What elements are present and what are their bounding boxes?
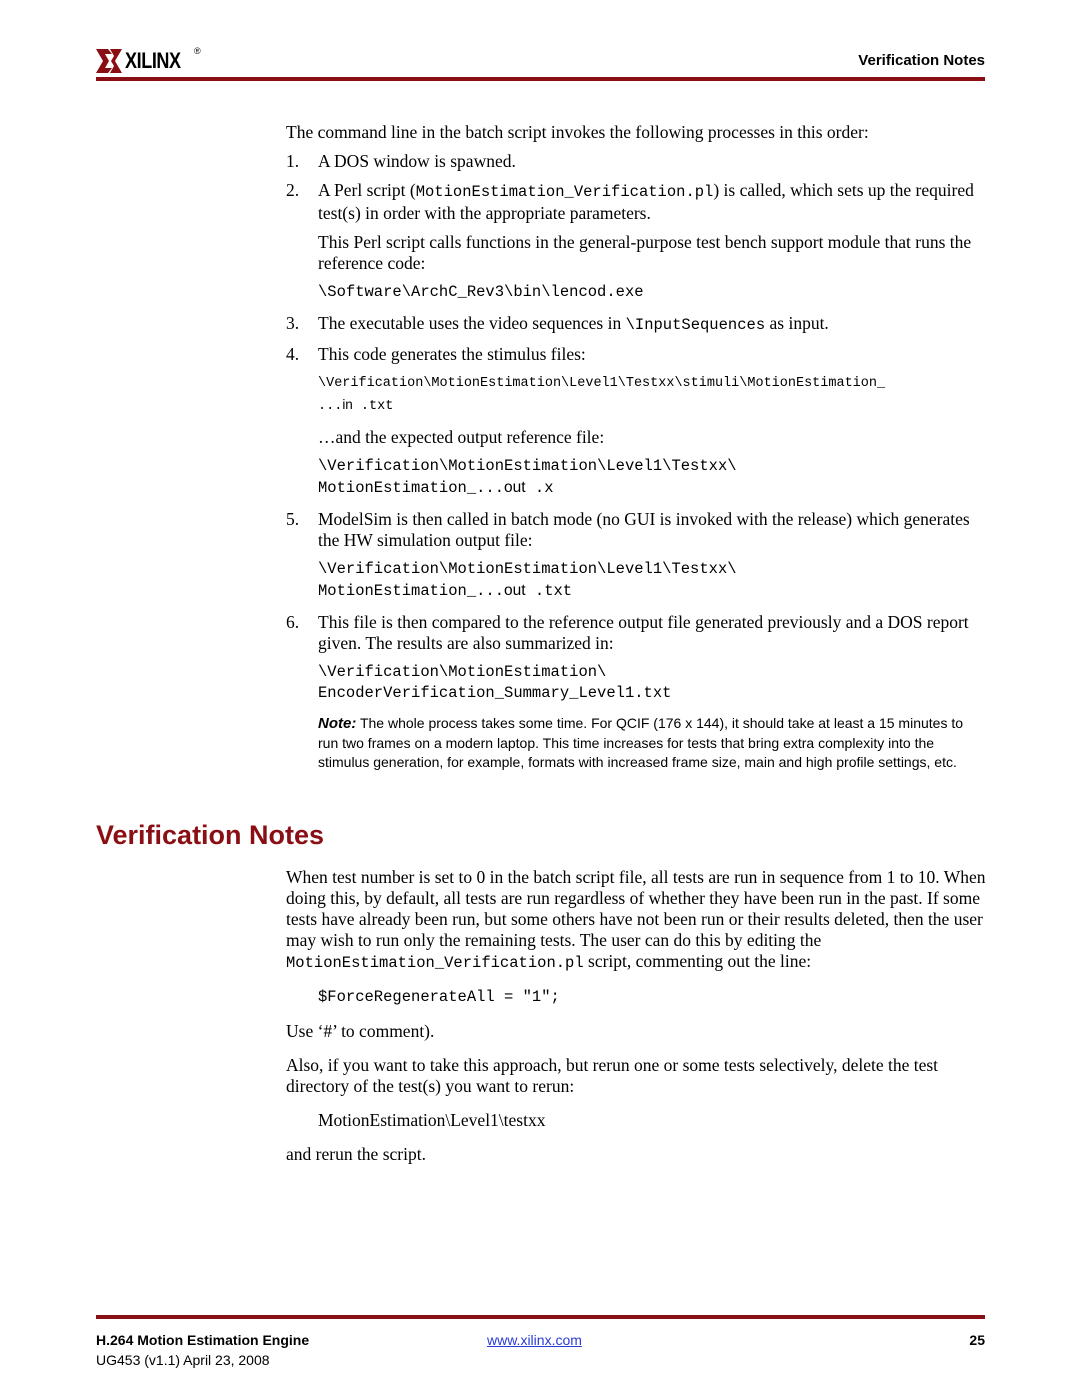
input-sequences-path: \InputSequences (625, 316, 766, 334)
paragraph: Use ‘#’ to comment). (286, 1021, 435, 1041)
list-number: 1. (286, 151, 300, 171)
step2-extra-paragraph: This Perl script calls functions in the general-purpose test bench support module that runs the reference code: (318, 232, 972, 273)
running-header-title: Verification Notes (858, 52, 985, 69)
list-text: A DOS window is spawned. (318, 151, 516, 171)
verification-notes-body (286, 867, 986, 1173)
list-text: This file is then compared to the reference output file generated previously and a DOS report given. The results are also summarized in: (318, 612, 969, 653)
note-text: The whole process takes some time. For QCIF (176 x 144), it should take at least a 15 minutes to run two frames on a modern laptop. This time increases for tests that bring extra complexity into the stimulus generation, for example, formats with increased frame size, main and high profile settings, etc. (318, 715, 964, 770)
force-regenerate-code: $ForceRegenerateAll = "1"; (318, 988, 560, 1006)
lencod-path: \Software\ArchC_Rev3\bin\lencod.exe (318, 283, 644, 301)
xilinx-website-link[interactable]: www.xilinx.com (487, 1332, 582, 1348)
reference-file-intro: …and the expected output reference file: (318, 427, 605, 447)
list-number: 5. (286, 509, 300, 529)
document-title: H.264 Motion Estimation Engine (96, 1332, 310, 1348)
logo-wordmark: XILINX (125, 48, 181, 73)
page-header (96, 44, 985, 80)
list-text: ModelSim is then called in batch mode (no GUI is invoked with the release) which generates the HW simulation output file: (318, 509, 970, 550)
paragraph: When test number is set to 0 in the batch script file, all tests are run in sequence from 1 to 10. When doing this, by default, all tests are run regardless of whether they have been run in the past. If some tests have already been run, but some others have not been run or their results deleted, then the user may wish to run only the remaining tests. The user can do this by editing the MotionEstimation_Verification.pl script, commenting out the line: (286, 867, 986, 972)
list-item (286, 180, 986, 224)
list-number: 4. (286, 344, 300, 364)
note-label: Note: (318, 715, 357, 732)
reference-file-path: \Verification\MotionEstimation\Level1\Testxx\ MotionEstimation_...out .x (318, 457, 737, 497)
list-item (286, 612, 986, 654)
section-heading: Verification Notes (96, 820, 325, 850)
hw-output-file-path: \Verification\MotionEstimation\Level1\Testxx\ MotionEstimation_...out .txt (318, 560, 737, 600)
summary-file-path: \Verification\MotionEstimation\ EncoderVerification_Summary_Level1.txt (318, 663, 672, 702)
list-text: This code generates the stimulus files: (318, 344, 586, 364)
list-text: A Perl script (MotionEstimation_Verification.pl) is called, which sets up the required test(s) in order with the appropriate parameters. (318, 180, 974, 223)
list-item (286, 151, 986, 172)
stimulus-file-path: \Verification\MotionEstimation\Level1\Testxx\stimuli\MotionEstimation_ ...in .txt (318, 376, 886, 414)
process-description (286, 122, 986, 773)
list-item (286, 509, 986, 551)
intro-paragraph: The command line in the batch script invokes the following processes in this order: (286, 122, 869, 142)
paragraph: Also, if you want to take this approach, but rerun one or some tests selectively, delete the test directory of the test(s) you want to rerun: (286, 1055, 939, 1096)
list-number: 3. (286, 313, 300, 333)
header-rule (96, 77, 985, 81)
registered-mark: ® (194, 46, 201, 56)
list-item (286, 313, 986, 336)
document-id: UG453 (v1.1) April 23, 2008 (96, 1352, 270, 1368)
test-directory-path: MotionEstimation\Level1\testxx (318, 1110, 546, 1130)
list-text: The executable uses the video sequences in \InputSequences as input. (318, 313, 829, 334)
footer-rule (96, 1315, 985, 1319)
script-filename: MotionEstimation_Verification.pl (415, 183, 714, 201)
list-number: 2. (286, 180, 300, 200)
note-box (318, 714, 986, 773)
xilinx-logo (96, 48, 193, 74)
list-number: 6. (286, 612, 300, 632)
script-filename: MotionEstimation_Verification.pl (286, 954, 584, 972)
xilinx-sigma-icon (96, 49, 122, 73)
page-number: 25 (969, 1332, 985, 1348)
paragraph: and rerun the script. (286, 1144, 426, 1164)
list-item (286, 344, 986, 365)
